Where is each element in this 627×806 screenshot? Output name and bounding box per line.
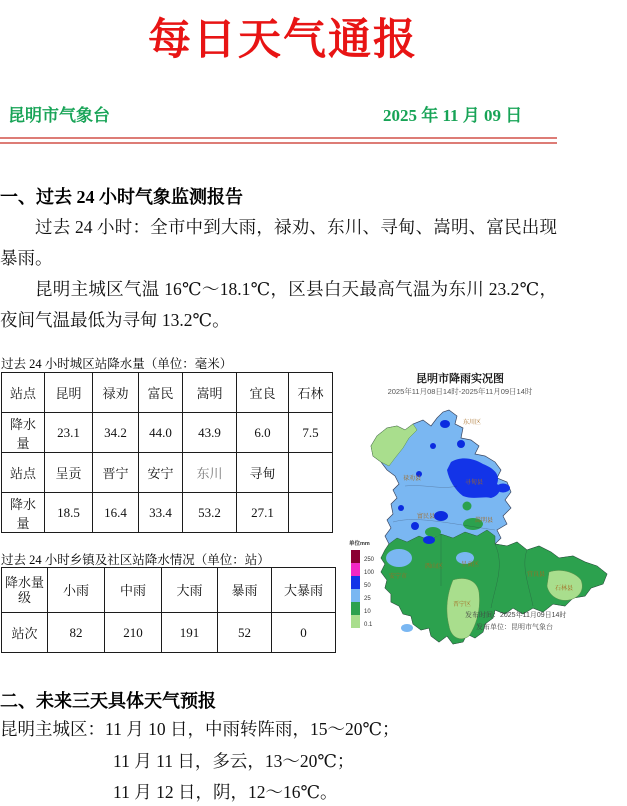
table-cell: 石林	[289, 373, 333, 413]
table-cell	[289, 493, 333, 533]
rainfall-map-figure	[345, 366, 627, 650]
legend-swatch	[351, 615, 360, 628]
legend-swatch	[351, 589, 360, 602]
table-cell: 大雨	[162, 568, 218, 613]
table-cell: 小雨	[48, 568, 105, 613]
table-cell: 23.1	[45, 413, 93, 453]
legend-label: 250	[364, 557, 375, 563]
forecast-line-2: 11 月 11 日，多云，13～20℃；	[113, 751, 355, 771]
map-legend	[349, 539, 375, 628]
map-lightblue-patch	[401, 624, 413, 632]
table-cell: 站点	[2, 453, 45, 493]
legend-label: 100	[364, 570, 375, 576]
map-lightblue-patch	[386, 549, 412, 567]
urban-rainfall-table	[1, 372, 333, 533]
district-label: 石林县	[555, 586, 574, 592]
table-cell: 16.4	[93, 493, 139, 533]
rainfall-map	[345, 366, 627, 650]
district-label: 禄劝县	[403, 476, 422, 482]
section2-heading: 二、未来三天具体天气预报	[0, 691, 216, 711]
township-rainfall-table	[1, 567, 336, 653]
map-darkblue-blob	[440, 420, 450, 428]
table-row	[2, 453, 333, 493]
page-title: 每日天气通报	[148, 17, 418, 64]
table-cell: 暴雨	[218, 568, 272, 613]
map-darkblue-blob	[496, 484, 510, 493]
district-label: 晋宁区	[453, 602, 472, 608]
table-cell: 18.5	[45, 493, 93, 533]
table-cell: 0	[272, 613, 336, 653]
section1-paragraph-2: 昆明主城区气温 16℃～18.1℃，区县白天最高气温为东川 23.2℃，夜间气温最低为寻甸 13.2℃。	[0, 279, 557, 330]
section1-heading: 一、过去 24 小时气象监测报告	[0, 187, 243, 207]
table-row	[2, 373, 333, 413]
table-row	[2, 493, 333, 533]
table-cell: 禄劝	[93, 373, 139, 413]
map-footer-publish-unit: 发布单位：昆明市气象台	[476, 624, 553, 631]
legend-title: 单位mm	[349, 541, 370, 547]
map-darkblue-blob	[430, 443, 436, 449]
table-cell: 34.2	[93, 413, 139, 453]
map-green-patch	[463, 502, 472, 511]
table-cell: 210	[105, 613, 162, 653]
table-cell: 82	[48, 613, 105, 653]
legend-label: 10	[364, 609, 371, 615]
table-cell: 寻甸	[237, 453, 289, 493]
legend-swatch	[351, 576, 360, 589]
forecast-line-1: 昆明主城区：11 月 10 日，中雨转阵雨，15～20℃；	[0, 719, 400, 739]
map-darkblue-blob	[457, 440, 465, 448]
table-cell: 站次	[2, 613, 48, 653]
urban-table-caption: 过去 24 小时城区站降水量（单位：毫米）	[1, 357, 233, 371]
table-cell: 昆明	[45, 373, 93, 413]
map-title: 昆明市降雨实况图	[416, 373, 504, 385]
table-cell: 6.0	[237, 413, 289, 453]
table-row	[2, 568, 336, 613]
township-table-caption: 过去 24 小时乡镇及社区站降水情况（单位：站）	[1, 553, 270, 567]
table-cell: 43.9	[183, 413, 237, 453]
legend-swatch	[351, 602, 360, 615]
legend-swatch	[351, 550, 360, 563]
map-darkblue-blob	[398, 505, 404, 511]
district-label: 安宁市	[389, 574, 408, 580]
legend-label: 25	[364, 596, 371, 602]
map-subtitle: 2025年11月08日14时-2025年11月09日14时	[387, 387, 533, 396]
district-label: 呈贡区	[461, 562, 480, 568]
table-cell: 宜良	[237, 373, 289, 413]
table-cell: 呈贡	[45, 453, 93, 493]
report-date: 2025 年 11 月 09 日	[383, 106, 523, 125]
legend-swatch	[351, 563, 360, 576]
table-row	[2, 413, 333, 453]
district-label: 东川区	[463, 420, 482, 426]
legend-label: 0.1	[364, 622, 373, 628]
table-cell: 嵩明	[183, 373, 237, 413]
table-cell: 富民	[139, 373, 183, 413]
table-cell: 33.4	[139, 493, 183, 533]
district-label: 西山区	[425, 564, 444, 570]
table-cell: 站点	[2, 373, 45, 413]
table-cell: 中雨	[105, 568, 162, 613]
table-cell: 大暴雨	[272, 568, 336, 613]
table-cell: 东川	[183, 453, 237, 493]
legend-label: 50	[364, 583, 371, 589]
map-darkblue-blob	[423, 536, 435, 544]
table-row	[2, 613, 336, 653]
district-label: 嵩明县	[475, 518, 494, 524]
district-label: 富民县	[417, 514, 436, 520]
table-cell: 191	[162, 613, 218, 653]
table-cell	[289, 453, 333, 493]
district-label: 寻甸县	[465, 480, 484, 486]
district-label: 宜良县	[527, 572, 546, 578]
table-cell: 降水量	[2, 413, 45, 453]
table-cell: 降水量级	[2, 568, 48, 613]
agency-name: 昆明市气象台	[8, 106, 110, 125]
table-cell: 44.0	[139, 413, 183, 453]
forecast-line-3: 11 月 12 日，阴，12～16℃。	[113, 782, 338, 802]
table-cell: 52	[218, 613, 272, 653]
map-darkblue-blob	[434, 511, 448, 521]
map-footer-publish-time: 发布时间：2025年11月09日14时	[465, 612, 567, 619]
map-green-patch	[425, 527, 441, 537]
table-cell: 晋宁	[93, 453, 139, 493]
table-cell: 降水量	[2, 493, 45, 533]
table-cell: 安宁	[139, 453, 183, 493]
table-cell: 53.2	[183, 493, 237, 533]
table-cell: 27.1	[237, 493, 289, 533]
map-darkblue-blob	[411, 522, 419, 530]
section1-paragraph-1: 过去 24 小时：全市中到大雨，禄劝、东川、寻甸、嵩明、富民出现暴雨。	[0, 217, 557, 268]
header-divider	[0, 137, 557, 144]
table-cell: 7.5	[289, 413, 333, 453]
